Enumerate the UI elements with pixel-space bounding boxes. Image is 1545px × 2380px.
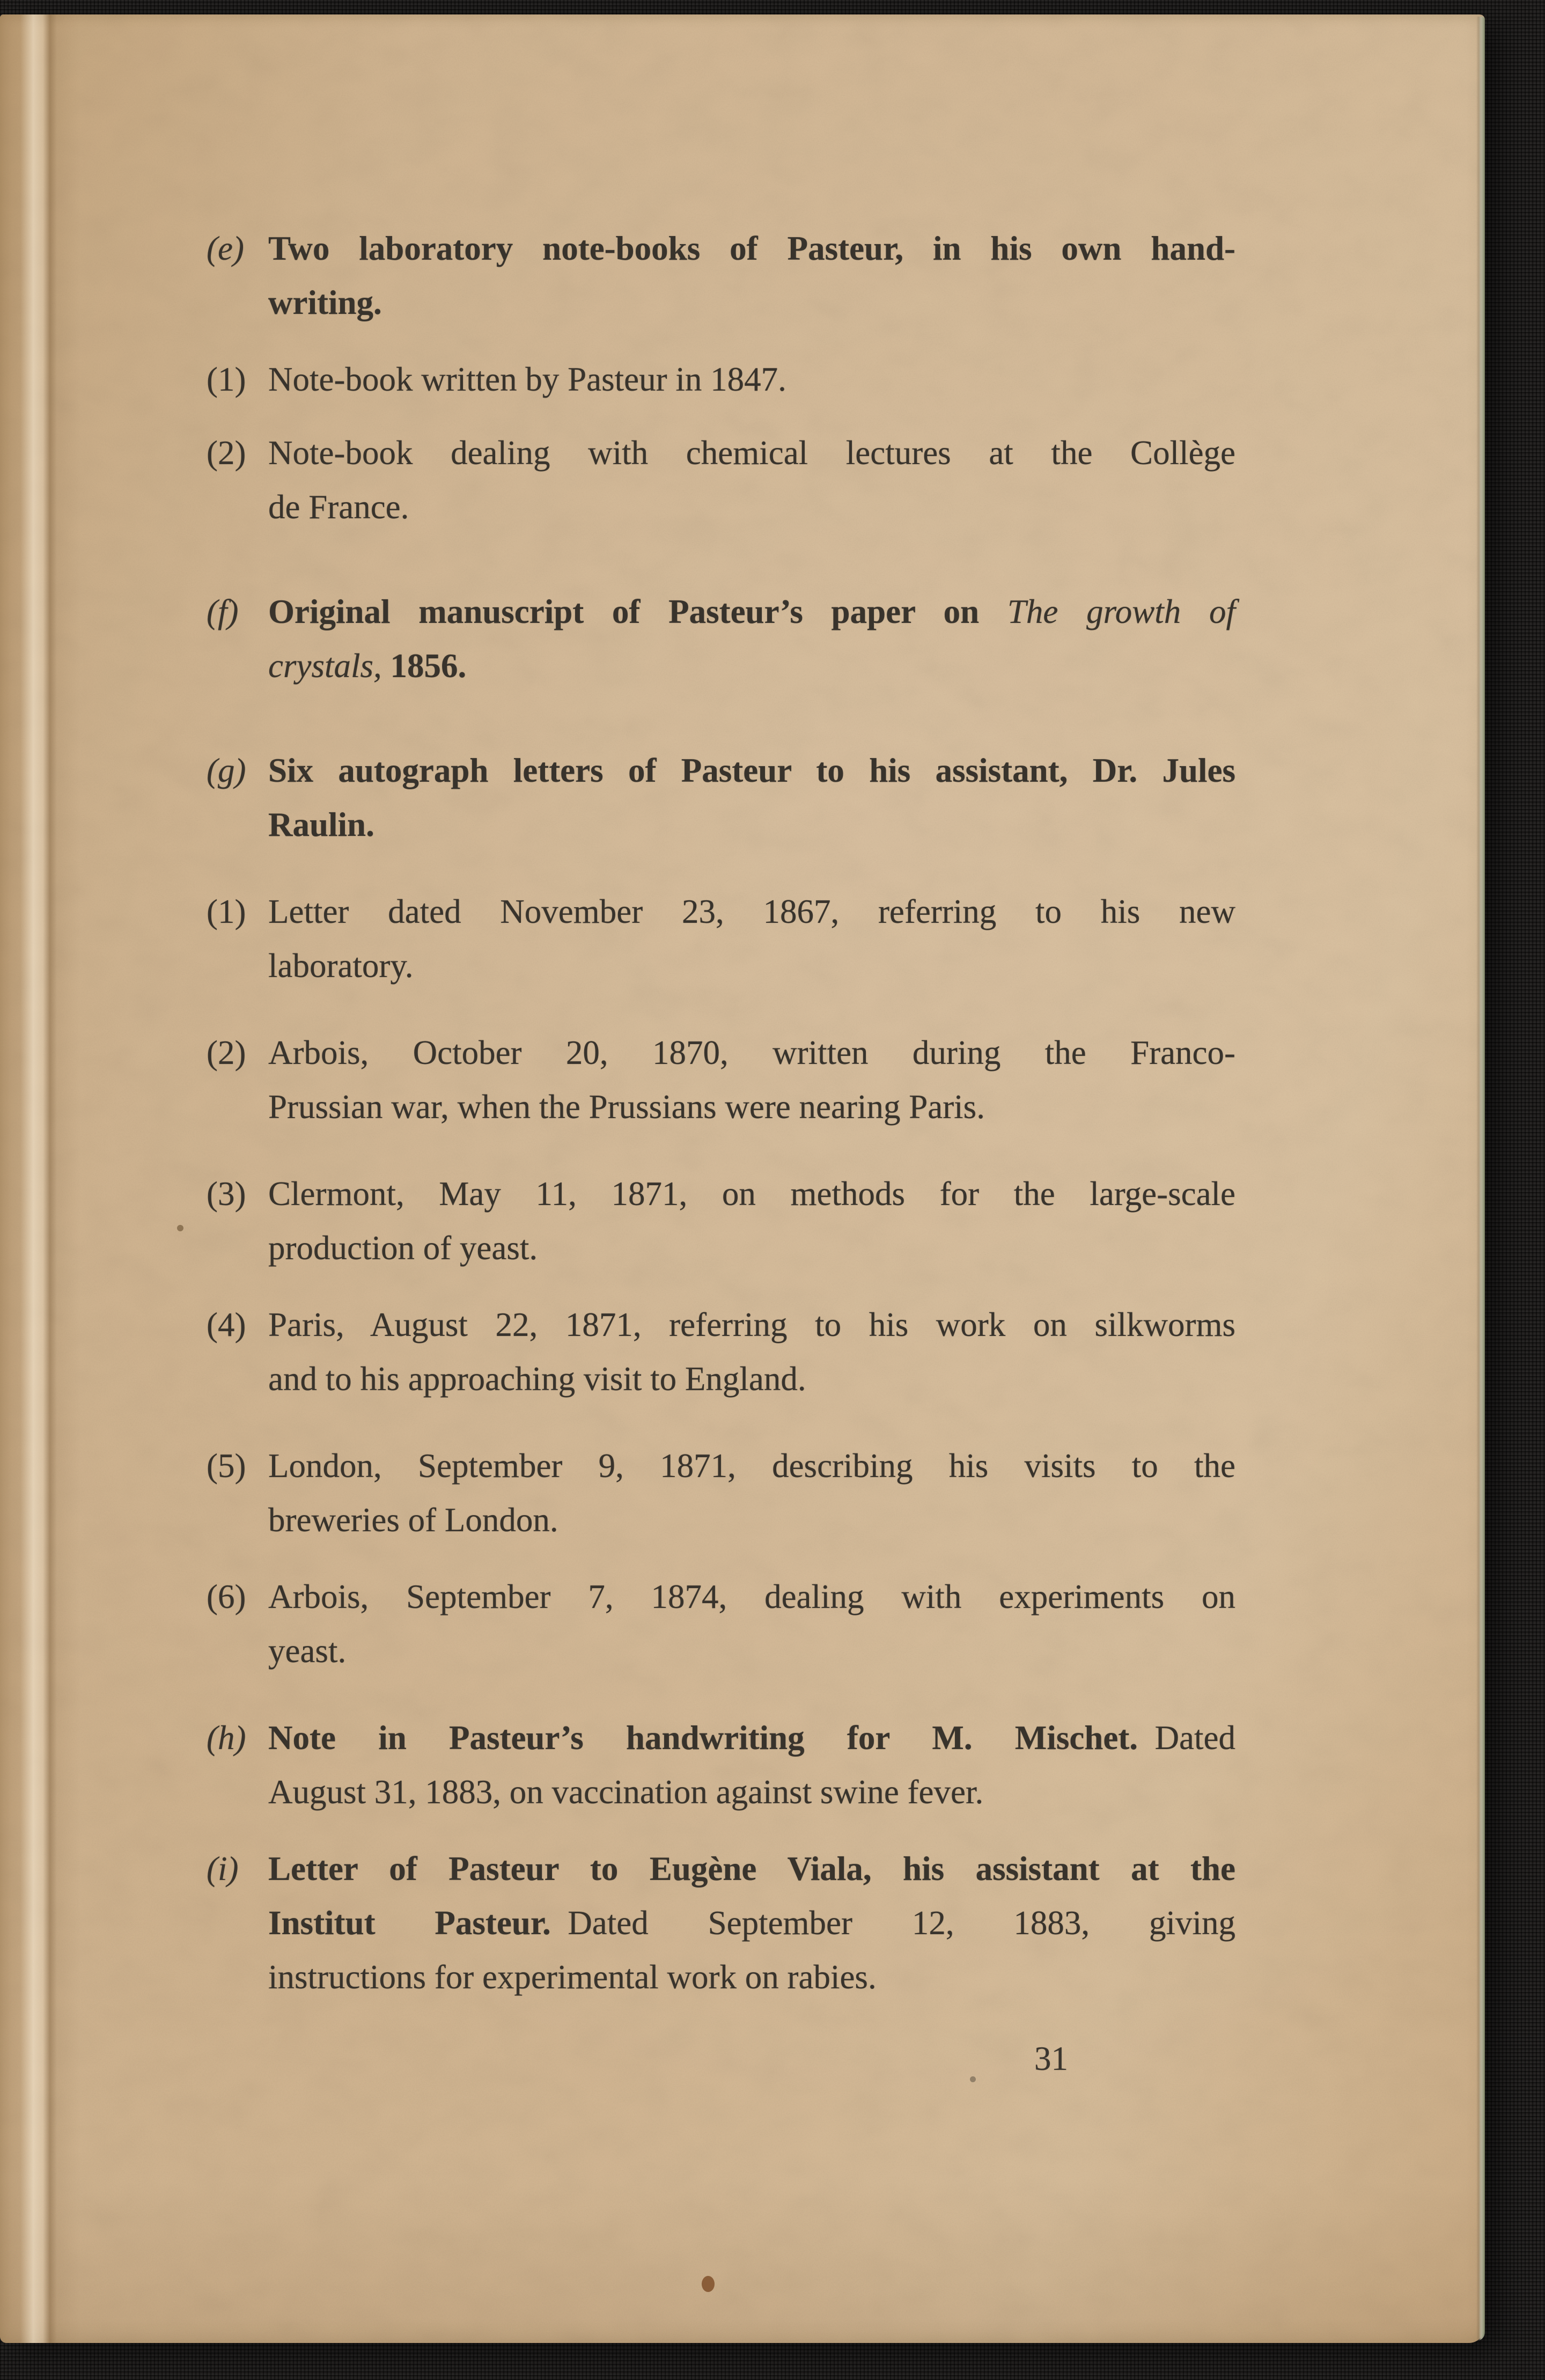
entry-lines [268, 426, 1235, 534]
page-number: 31 [1034, 2040, 1068, 2077]
text-line [268, 885, 1235, 939]
text-line [268, 222, 1235, 276]
text-segment: Paris, August 22, 1871, referring to his work on silkworms [268, 1306, 1235, 1343]
text-segment: Arbois, October 20, 1870, written during the Franco- [268, 1034, 1235, 1071]
binding-gutter-fold [0, 14, 91, 2343]
entry-label: (2) [207, 434, 246, 472]
text-line [268, 1298, 1235, 1352]
entry-lines [268, 222, 1235, 330]
text-segment: Letter of Pasteur to Eugène Viala, his assistant at the [268, 1850, 1235, 1887]
catalog-entry-e [207, 222, 1235, 330]
catalog-entry-g3 [207, 1167, 1235, 1275]
catalog-entry-g1 [207, 885, 1235, 993]
entry-label: (5) [207, 1447, 246, 1485]
text-line [268, 1842, 1235, 1896]
entry-label: (e) [207, 230, 244, 267]
text-segment: London, September 9, 1871, describing his visits to the [268, 1447, 1235, 1485]
book-page [0, 14, 1485, 2343]
entry-lines [268, 1026, 1235, 1134]
catalog-entry-f [207, 585, 1235, 693]
text-segment: yeast. [268, 1632, 347, 1670]
text-segment: instructions for experimental work on rabies. [268, 1958, 877, 1996]
text-line [268, 1624, 1235, 1678]
text-segment: de France. [268, 488, 409, 526]
text-line [268, 1080, 1235, 1134]
text-line [268, 1896, 1235, 1950]
catalog-entry-g2 [207, 1026, 1235, 1134]
entry-lines [268, 1570, 1235, 1678]
entry-lines [268, 744, 1235, 852]
text-line [268, 939, 1235, 993]
text-line [268, 1026, 1235, 1080]
text-segment: Raulin. [268, 806, 374, 843]
paper-speck [970, 2076, 976, 2082]
entry-lines [268, 1167, 1235, 1275]
text-line [268, 1439, 1235, 1493]
text-line [268, 1711, 1235, 1765]
entry-lines [268, 885, 1235, 993]
text-line [268, 585, 1235, 639]
entry-label: (4) [207, 1306, 246, 1343]
entry-label: (h) [207, 1719, 246, 1757]
text-line [268, 1167, 1235, 1221]
text-segment: The growth of [1007, 593, 1235, 630]
text-line [268, 1493, 1235, 1547]
catalog-entry-g4 [207, 1298, 1235, 1406]
text-line [268, 1221, 1235, 1275]
text-line [268, 1950, 1235, 2004]
entry-lines [268, 585, 1235, 693]
text-segment: Two laboratory note-books of Pasteur, in his own hand- [268, 230, 1235, 267]
text-segment: Dated September 12, 1883, giving [550, 1904, 1236, 1942]
text-segment: August 31, 1883, on vaccination against swine fever. [268, 1773, 984, 1811]
text-segment: Arbois, September 7, 1874, dealing with experiments on [268, 1578, 1235, 1615]
text-line [268, 352, 1235, 407]
text-segment: Note in Pasteur’s handwriting for M. Mischet. [268, 1719, 1138, 1757]
text-segment: 1856. [381, 647, 467, 685]
text-line [268, 1765, 1235, 1819]
entry-label: (g) [207, 752, 246, 789]
text-segment: and to his approaching visit to England. [268, 1360, 806, 1398]
text-segment: crystals, [268, 647, 382, 685]
paper-speck [702, 2276, 715, 2292]
text-segment: Dated [1138, 1719, 1235, 1757]
text-line [268, 480, 1235, 534]
text-line [268, 798, 1235, 852]
text-segment: production of yeast. [268, 1229, 538, 1267]
text-segment: Institut Pasteur. [268, 1904, 551, 1942]
text-segment: laboratory. [268, 947, 414, 985]
text-line [268, 1352, 1235, 1406]
entry-label: (f) [207, 593, 239, 630]
text-segment: Letter dated November 23, 1867, referring to his new [268, 893, 1235, 930]
catalog-entry-e1 [207, 352, 1235, 407]
entry-label: (6) [207, 1578, 246, 1615]
catalog-entry-h [207, 1711, 1235, 1819]
text-segment: Prussian war, when the Prussians were nearing Paris. [268, 1088, 985, 1126]
page-fore-edge [1476, 17, 1485, 2341]
entry-lines [268, 352, 1235, 407]
entry-lines [268, 1842, 1235, 2004]
text-line [268, 426, 1235, 480]
text-line [268, 639, 1235, 693]
text-segment: Note-book written by Pasteur in 1847. [268, 361, 786, 398]
entry-label: (3) [207, 1175, 246, 1213]
entry-lines [268, 1298, 1235, 1406]
catalog-entry-g5 [207, 1439, 1235, 1547]
entry-label: (2) [207, 1034, 246, 1071]
catalogue-text-block [207, 222, 1235, 2004]
text-segment: Original manuscript of Pasteur’s paper on [268, 593, 1007, 630]
text-segment: Six autograph letters of Pasteur to his assistant, Dr. Jules [268, 752, 1235, 789]
entry-label: (i) [207, 1850, 239, 1887]
text-segment: Note-book dealing with chemical lectures at the Collège [268, 434, 1235, 472]
text-line [268, 1570, 1235, 1624]
text-segment: breweries of London. [268, 1501, 558, 1539]
entry-label: (1) [207, 893, 246, 930]
catalog-entry-i [207, 1842, 1235, 2004]
catalog-entry-g [207, 744, 1235, 852]
entry-lines [268, 1439, 1235, 1547]
text-segment: Clermont, May 11, 1871, on methods for the large-scale [268, 1175, 1235, 1213]
text-line [268, 744, 1235, 798]
entry-lines [268, 1711, 1235, 1819]
entry-label: (1) [207, 361, 246, 398]
catalog-entry-e2 [207, 426, 1235, 534]
text-line [268, 276, 1235, 330]
paper-speck [177, 1225, 183, 1231]
catalog-entry-g6 [207, 1570, 1235, 1678]
text-segment: writing. [268, 284, 382, 321]
